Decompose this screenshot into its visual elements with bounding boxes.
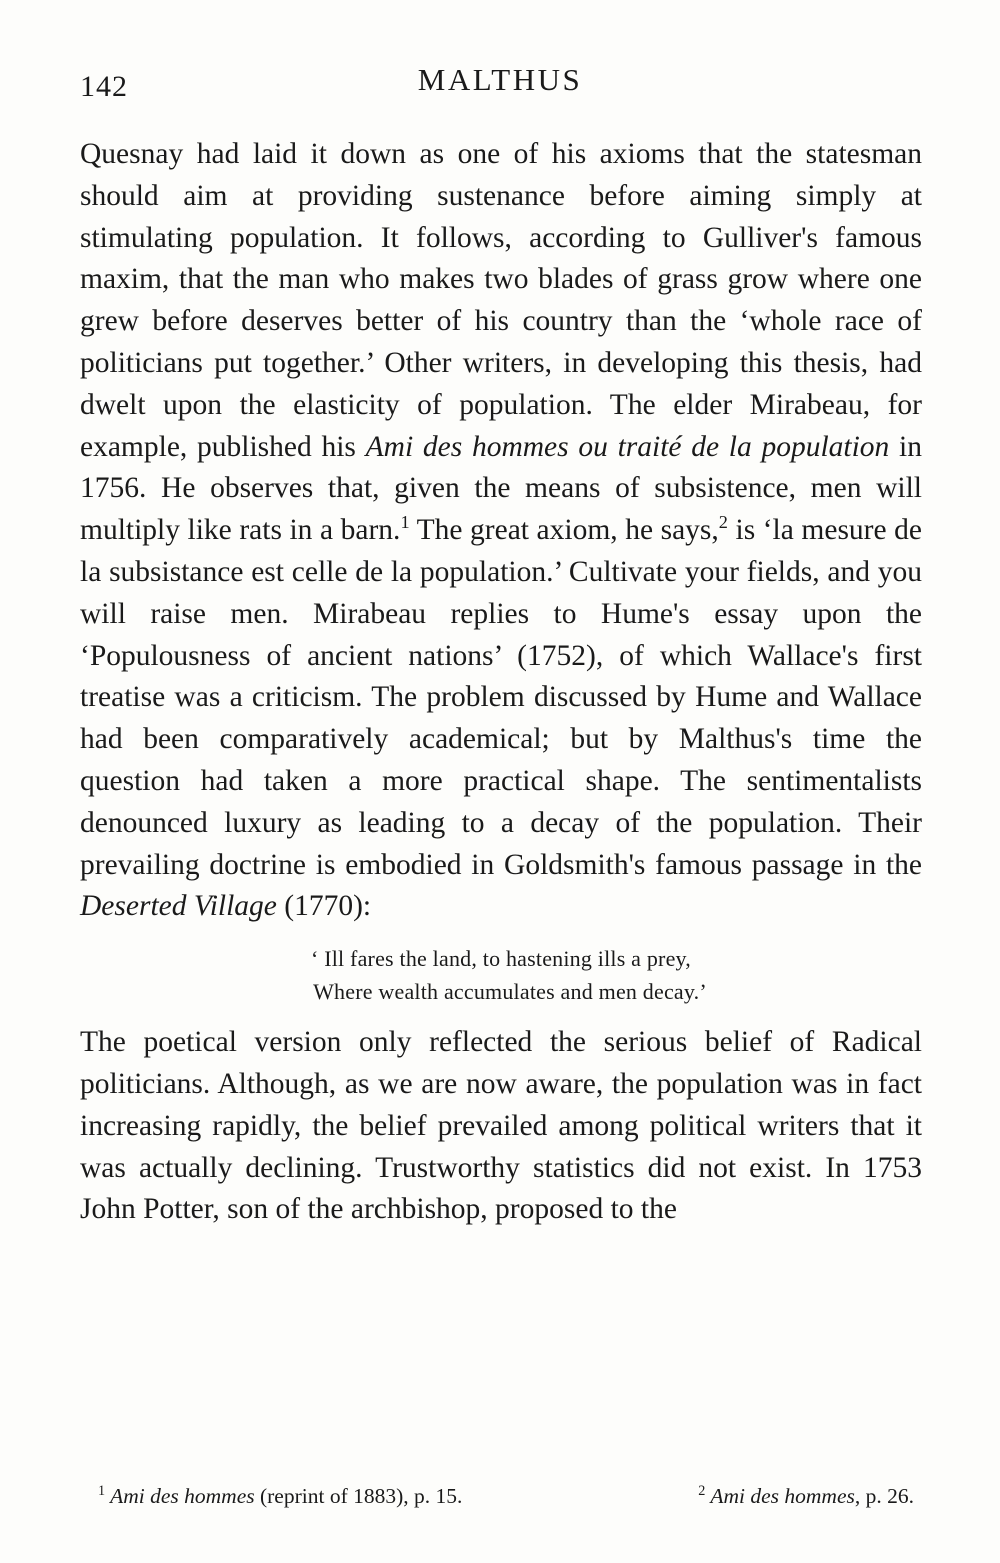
p1-seg-1: Quesnay had laid it down as one of his axioms that the statesman should aim at providing sustenance before aiming simply at stimulating population. It follows, according to Gulliver's famous maxim, that the man who makes two blades of grass grow where one grew before deserves better of his country than the ‘whole race of politicians put together.’ Other writers, in developing this thesis, had dwelt upon the elasticity of population. The elder Mirabeau, for example, published his xyxy=(80,138,922,463)
block-quotation xyxy=(80,942,922,1008)
p1-seg-3: The great axiom, he says, xyxy=(409,514,719,547)
footnote-2-rest: , p. 26. xyxy=(854,1484,914,1508)
footnote-2 xyxy=(698,1481,914,1511)
footnote-ref-1[interactable]: 1 xyxy=(400,512,410,533)
quotation-line-1: ‘ Ill fares the land, to hastening ills a prey, xyxy=(310,946,692,972)
footnote-2-title: Ami des hommes xyxy=(710,1484,855,1508)
quotation-line-2: Where wealth accumulates and men decay.’ xyxy=(313,979,707,1005)
footnote-1 xyxy=(98,1481,462,1511)
p1-seg-2: in 1756. He observes that, given the means of subsistence, men will multiply like rats in a barn. xyxy=(80,430,922,547)
running-head: MALTHUS xyxy=(417,62,583,97)
page-number: 142 xyxy=(80,70,128,103)
footnote-1-marker: 1 xyxy=(98,1482,106,1499)
p1-seg-5: (1770): xyxy=(276,890,372,923)
p1-seg-4: is ‘la mesure de la subsistance est celle de la population.’ Cultivate your fields, and you will raise men. Mirabeau replies to Hume's essay upon the ‘Populousness of ancient nations’ (1752), of which Wallace's first treatise was a criticism. The problem discussed by Hume and Wallace had been comparatively academical; but by Malthus's time the question had taken a more practical shape. The sentimentalists denounced luxury as leading to a decay of the population. Their prevailing doctrine is embodied in Goldsmith's famous passage in the xyxy=(80,514,922,881)
footnote-2-marker: 2 xyxy=(698,1482,706,1499)
footnote-1-rest: (reprint of 1883), p. 15. xyxy=(254,1484,463,1508)
paragraph-1 xyxy=(80,134,922,928)
page-header xyxy=(80,62,920,110)
footnote-ref-2[interactable]: 2 xyxy=(718,512,728,533)
body-text xyxy=(80,134,922,1231)
p1-italic-title-1: Ami des hommes ou traité de la population xyxy=(365,430,890,463)
p1-italic-title-2: Deserted Village xyxy=(80,890,277,923)
footnote-1-title: Ami des hommes xyxy=(110,1484,255,1508)
footnotes-area xyxy=(80,1481,922,1511)
paragraph-2: The poetical version only reflected the serious belief of Radical politicians. Although, as we are now aware, the population was in fact increasing rapidly, the belief prevailed among political writers that it was actually declining. Trustworthy statistics did not exist. In 1753 John Potter, son of the archbishop, proposed to the xyxy=(80,1026,922,1226)
footnote-row xyxy=(80,1481,922,1511)
